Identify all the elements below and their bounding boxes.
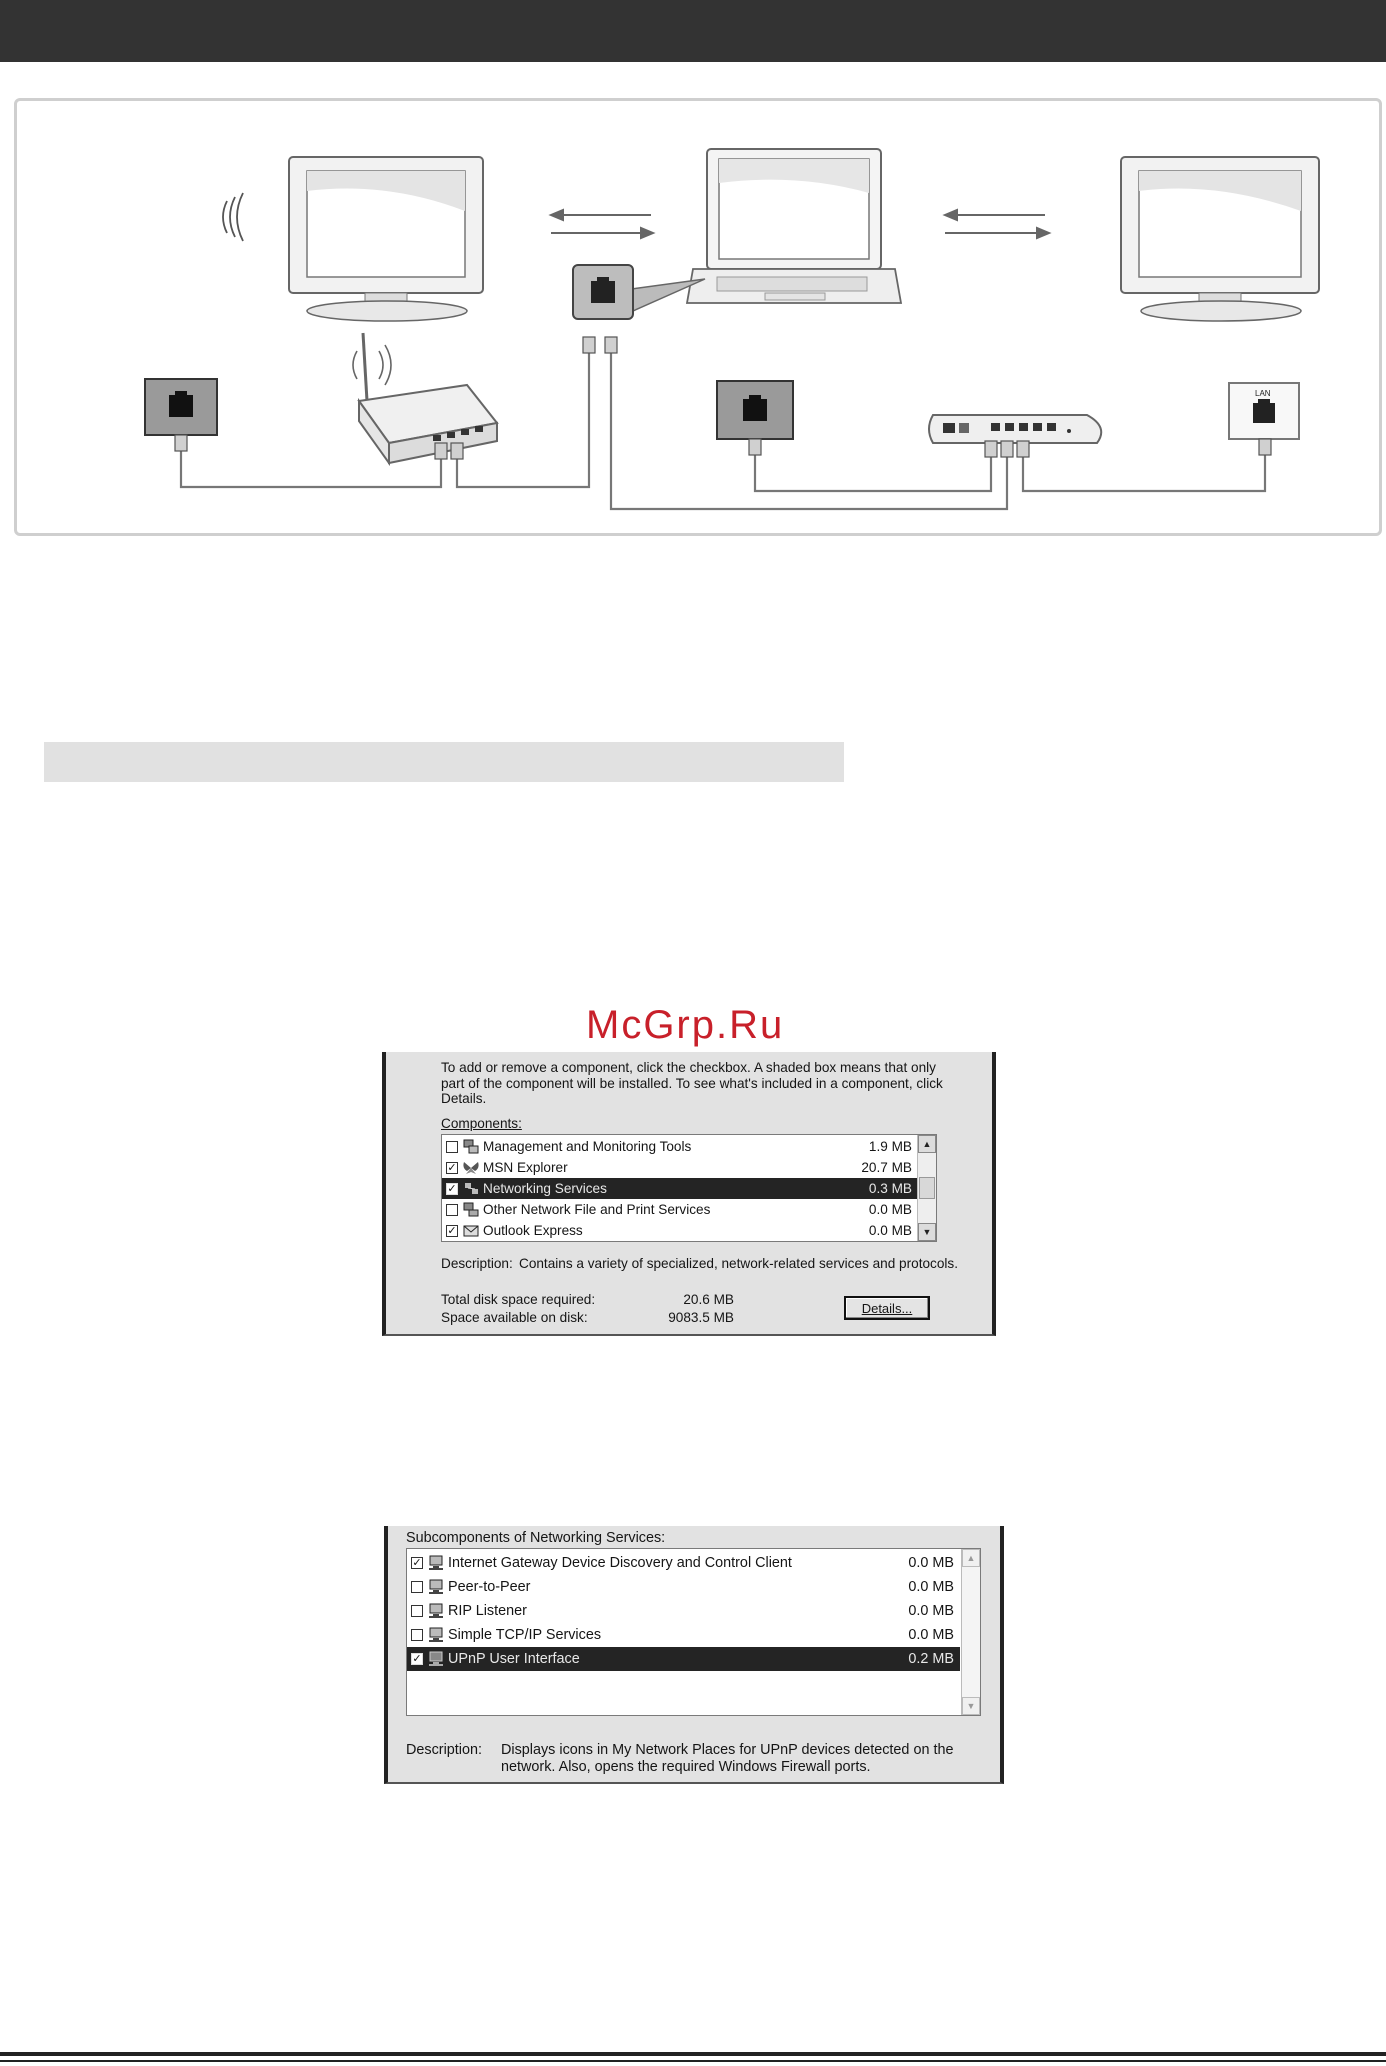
subcomponents-title: Subcomponents of Networking Services: [406,1530,666,1546]
description-text: Contains a variety of specialized, network-related services and protocols. [519,1256,958,1271]
checkbox[interactable]: ✓ [447,1224,457,1237]
scroll-down-icon[interactable]: ▼ [918,1223,936,1241]
checkbox[interactable]: ✓ [447,1161,457,1174]
section-header-bar [44,742,844,782]
network-print-icon [462,1202,480,1218]
wall-socket-middle-icon [717,381,793,439]
details-button[interactable] [844,1296,930,1320]
subcomponent-name: RIP Listener [448,1603,527,1619]
components-list[interactable] [441,1134,937,1242]
subcomponent-size: 0.0 MB [908,1627,954,1643]
msn-butterfly-icon [462,1160,480,1176]
component-size: 0.0 MB [868,1202,912,1217]
subcomponent-size: 0.2 MB [908,1651,954,1667]
arrows-left-icon [551,210,653,238]
checkbox[interactable] [411,1581,423,1593]
mail-icon [462,1223,480,1239]
available-space-value: 9083.5 MB [668,1310,734,1325]
wireless-signal-icon [223,193,243,241]
component-size: 1.9 MB [868,1139,912,1154]
subcomponent-name: UPnP User Interface [448,1651,580,1667]
network-tools-icon [462,1139,480,1155]
windows-components-dialog [382,1052,996,1336]
subcomponents-list[interactable] [406,1548,981,1716]
tv-left-icon [289,157,483,321]
total-space-label: Total disk space required: [441,1292,596,1307]
description-label: Description: [441,1256,513,1271]
list-item[interactable] [442,1157,918,1178]
network-services-icon [462,1181,480,1197]
scroll-up-icon[interactable]: ▲ [918,1135,936,1153]
subcomponent-name: Simple TCP/IP Services [448,1627,602,1643]
components-label: Components: [441,1116,522,1131]
subcomponent-size: 0.0 MB [908,1603,954,1619]
component-size: 0.3 MB [868,1181,912,1196]
list-item[interactable] [442,1199,918,1220]
intro-text: To add or remove a component, click the checkbox. A shaded box means that only part of the component will be installed. To see what's included in a component, click Details. [441,1060,943,1106]
component-name: Other Network File and Print Services [483,1202,711,1217]
list-item[interactable] [442,1136,918,1157]
wall-socket-left-icon [145,379,217,435]
lan-label: LAN [1255,389,1271,398]
list-scrollbar[interactable] [917,1135,936,1241]
subcomponent-name: Internet Gateway Device Discovery and Control Client [448,1555,792,1571]
list-item[interactable] [407,1623,960,1647]
footer-bar [0,2052,1386,2056]
subcomponent-size: 0.0 MB [908,1579,954,1595]
component-size: 20.7 MB [861,1160,912,1175]
subcomponent-size: 0.0 MB [908,1555,954,1571]
subcomponents-dialog [384,1526,1004,1784]
available-space-label: Space available on disk: [441,1310,588,1325]
arrows-right-icon [945,210,1049,238]
total-space-value: 20.6 MB [683,1292,734,1307]
checkbox[interactable] [411,1605,423,1617]
component-name: Networking Services [483,1181,607,1196]
list-item[interactable] [407,1599,960,1623]
scroll-thumb[interactable] [919,1177,935,1199]
subcomponent-name: Peer-to-Peer [448,1579,531,1595]
details-button-label: Details... [861,1300,913,1316]
checkbox[interactable] [411,1629,423,1641]
laptop-icon [687,149,901,303]
description-label: Description: [406,1742,482,1758]
tv-right-icon [1121,157,1319,321]
network-switch-icon [929,415,1101,443]
network-diagram [14,98,1382,536]
list-item[interactable] [442,1220,918,1241]
footer-rule [0,2060,1386,2062]
list-scrollbar[interactable] [961,1549,980,1715]
component-name: MSN Explorer [483,1160,568,1175]
component-name: Outlook Express [483,1223,583,1238]
checkbox[interactable]: ✓ [412,1557,422,1569]
watermark: McGrp.Ru [586,1003,785,1047]
checkbox[interactable]: ✓ [447,1182,457,1195]
computer-icon [427,1651,445,1667]
header-bar [0,0,1386,62]
list-item-selected[interactable] [442,1178,918,1199]
description-text: Displays icons in My Network Places for UPnP devices detected on the network. Also, opens the required Windows Firewall ports. [501,1742,954,1775]
computer-icon [427,1579,445,1595]
scroll-up-icon[interactable]: ▲ [962,1549,980,1567]
checkbox[interactable]: ✓ [412,1653,422,1665]
wireless-router-icon [353,333,497,463]
checkbox[interactable] [446,1204,458,1216]
list-item[interactable] [407,1575,960,1599]
computer-icon [427,1627,445,1643]
computer-icon [427,1603,445,1619]
list-item[interactable] [407,1551,960,1575]
computer-icon [427,1555,445,1571]
component-size: 0.0 MB [868,1223,912,1238]
scroll-down-icon[interactable]: ▼ [962,1697,980,1715]
checkbox[interactable] [446,1141,458,1153]
list-item-selected[interactable] [407,1647,960,1671]
lan-port-callout-icon [573,265,705,319]
component-name: Management and Monitoring Tools [483,1139,692,1154]
